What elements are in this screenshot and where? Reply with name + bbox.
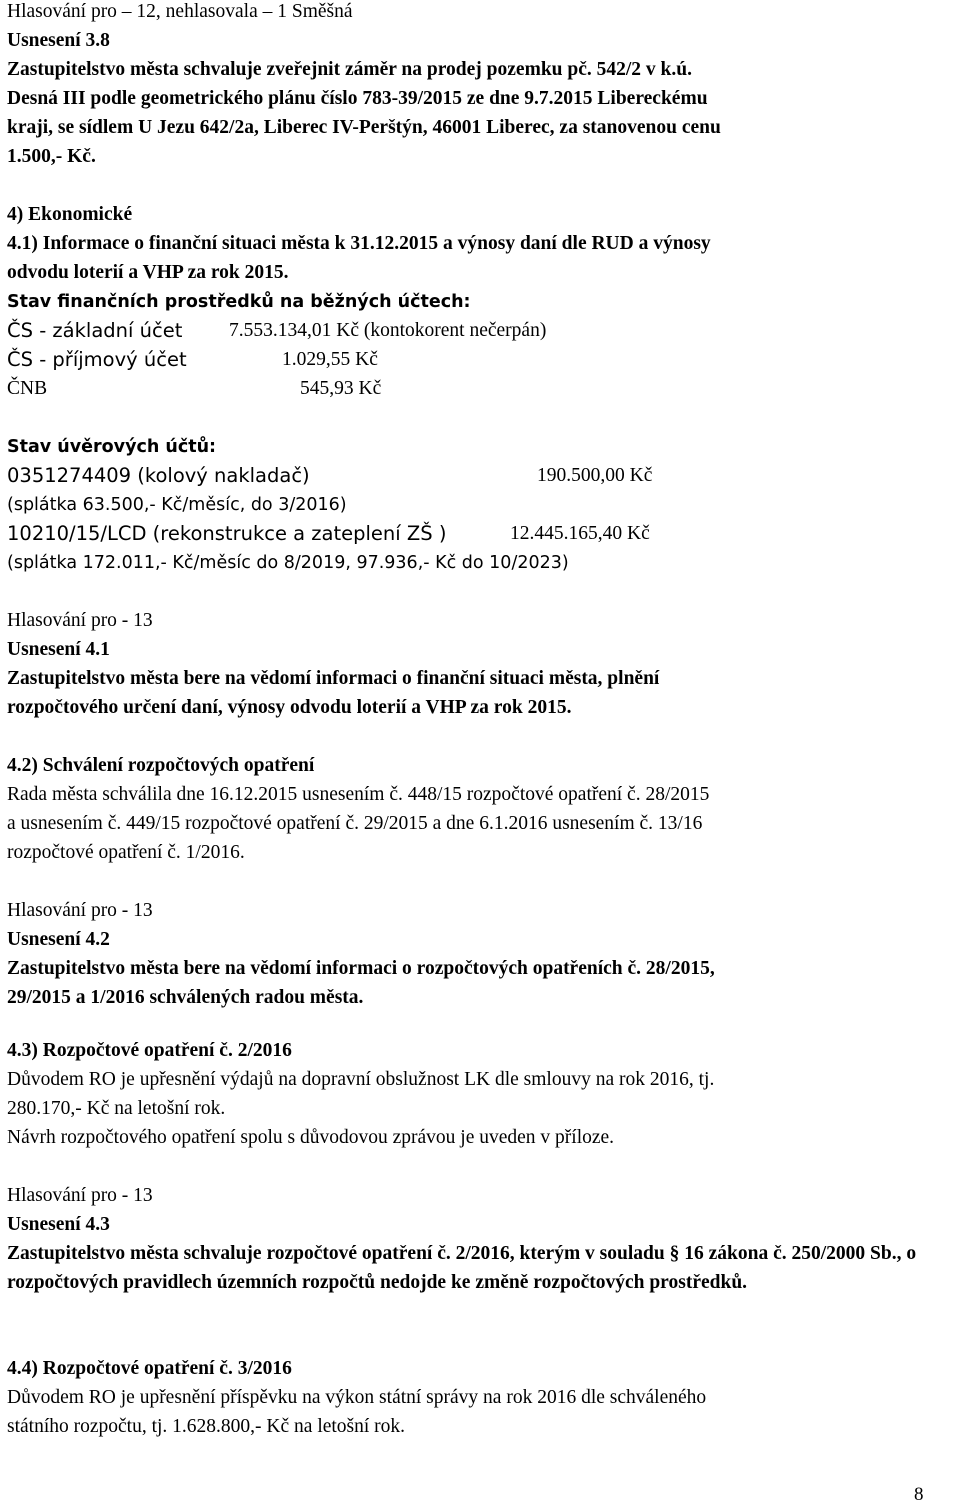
resolution-text: Desná III podle geometrického plánu číslo 783-39/2015 ze dne 9.7.2015 Libereckému (7, 88, 708, 109)
resolution-text: Zastupitelstvo města bere na vědomí informaci o finanční situaci města, plnění (7, 668, 660, 689)
subsection-heading: 4.4) Rozpočtové opatření č. 3/2016 (7, 1358, 292, 1379)
resolution-heading: Usnesení 4.1 (7, 639, 110, 660)
account-balance: 7.553.134,01 Kč (kontokorent nečerpán) (229, 320, 547, 341)
account-name: ČS - příjmový účet (7, 348, 187, 371)
page-number: 8 (914, 1484, 924, 1505)
resolution-text: Zastupitelstvo města bere na vědomí informaci o rozpočtových opatřeních č. 28/2015, (7, 958, 715, 979)
body-text: a usnesením č. 449/15 rozpočtové opatření č. 29/2015 a dne 6.1.2016 usnesením č. 13/16 (7, 813, 703, 834)
vote-result: Hlasování pro - 13 (7, 1185, 153, 1206)
subsection-heading: 4.1) Informace o finanční situaci města k 31.12.2015 a výnosy daní dle RUD a výnosy (7, 233, 711, 254)
section-heading: 4) Ekonomické (7, 204, 133, 225)
vote-result: Hlasování pro - 13 (7, 900, 153, 921)
body-text: 280.170,- Kč na letošní rok. (7, 1098, 226, 1119)
resolution-text: rozpočtového určení daní, výnosy odvodu loterií a VHP za rok 2015. (7, 697, 572, 718)
resolution-heading: Usnesení 3.8 (7, 30, 110, 51)
resolution-text: Zastupitelstvo města schvaluje zveřejnit záměr na prodej pozemku pč. 542/2 v k.ú. (7, 59, 692, 80)
body-text: státního rozpočtu, tj. 1.628.800,- Kč na letošní rok. (7, 1416, 406, 1437)
body-text: Důvodem RO je upřesnění příspěvku na výkon státní správy na rok 2016 dle schváleného (7, 1387, 707, 1408)
resolution-text: 29/2015 a 1/2016 schválených radou města. (7, 987, 364, 1008)
vote-result: Hlasování pro - 13 (7, 610, 153, 631)
loan-name: 10210/15/LCD (rekonstrukce a zateplení ZŠ ) (7, 522, 447, 545)
subsection-heading: 4.2) Schválení rozpočtových opatření (7, 755, 315, 776)
vote-result: Hlasování pro – 12, nehlasovala – 1 Směšná (7, 1, 353, 22)
resolution-text: kraji, se sídlem U Jezu 642/2a, Liberec IV-Perštýn, 46001 Liberec, za stanovenou cenu (7, 117, 721, 138)
subsection-heading: odvodu loterií a VHP za rok 2015. (7, 262, 289, 283)
account-name: ČS - základní účet (7, 319, 183, 342)
loans-heading: Stav úvěrových účtů: (7, 437, 217, 457)
resolution-heading: Usnesení 4.3 (7, 1214, 110, 1235)
body-text: Návrh rozpočtového opatření spolu s důvodovou zprávou je uveden v příloze. (7, 1127, 615, 1148)
loan-installment: (splátka 172.011,- Kč/měsíc do 8/2019, 97.936,- Kč do 10/2023) (7, 553, 569, 573)
accounts-heading: Stav finančních prostředků na běžných účtech: (7, 292, 471, 312)
resolution-text: Zastupitelstvo města schvaluje rozpočtové opatření č. 2/2016, kterým v souladu § 16 zákona č. 250/2000 Sb., o rozpočtových pravidlech územních rozpočtů nedojde ke změně rozpočtových prostředků. (7, 1243, 917, 1293)
loan-balance: 12.445.165,40 Kč (510, 523, 650, 544)
body-text: Rada města schválila dne 16.12.2015 usnesením č. 448/15 rozpočtové opatření č. 28/2015 (7, 784, 710, 805)
loan-balance: 190.500,00 Kč (537, 465, 653, 486)
body-text: rozpočtové opatření č. 1/2016. (7, 842, 245, 863)
loan-name: 0351274409 (kolový nakladač) (7, 464, 310, 487)
resolution-heading: Usnesení 4.2 (7, 929, 110, 950)
account-name: ČNB (7, 378, 48, 399)
loan-installment: (splátka 63.500,- Kč/měsíc, do 3/2016) (7, 495, 347, 515)
account-balance: 545,93 Kč (300, 378, 382, 399)
body-text: Důvodem RO je upřesnění výdajů na dopravní obslužnost LK dle smlouvy na rok 2016, tj. (7, 1069, 715, 1090)
resolution-text: 1.500,- Kč. (7, 146, 96, 167)
subsection-heading: 4.3) Rozpočtové opatření č. 2/2016 (7, 1040, 292, 1061)
account-balance: 1.029,55 Kč (282, 349, 378, 370)
